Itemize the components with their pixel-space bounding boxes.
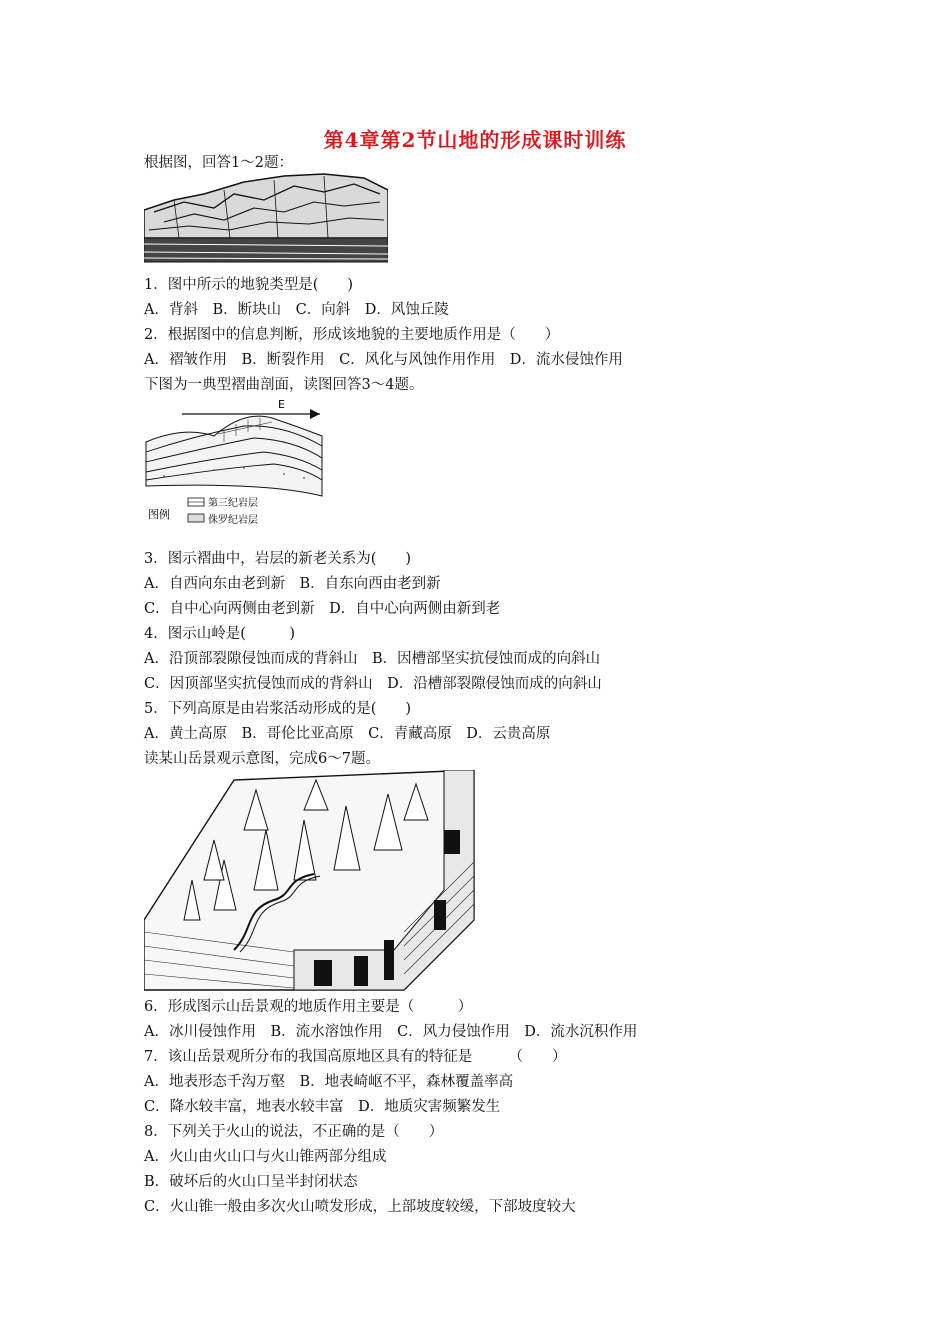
question-7-options-ab: A．地表形态千沟万壑 B．地表崎岖不平，森林覆盖率高: [144, 1074, 514, 1090]
intro-q1-2: 根据图，回答1～2题：: [144, 155, 293, 171]
question-4: 4．图示山岭是( ): [144, 626, 296, 642]
legend-item-tertiary: 第三纪岩层: [208, 498, 258, 509]
legend-title: 图例: [148, 508, 170, 521]
question-2: 2．根据图中的信息判断，形成该地貌的主要地质作用是（ ）: [144, 327, 560, 343]
question-4-options-cd: C．因顶部坚实抗侵蚀而成的背斜山 D．沿槽部裂隙侵蚀而成的向斜山: [144, 676, 602, 692]
direction-label-e: E: [278, 398, 285, 411]
karst-landscape-figure: [144, 770, 480, 994]
question-2-options: A．褶皱作用 B．断裂作用 C．风化与风蚀作用作用 D．流水侵蚀作用: [144, 352, 623, 368]
question-7: 7．该山岳景观所分布的我国高原地区具有的特征是 （ ）: [144, 1049, 567, 1065]
fault-block-landform-figure: [144, 172, 388, 268]
question-8-option-c: C．火山锥一般由多次火山喷发形成，上部坡度较缓，下部坡度较大: [144, 1199, 576, 1215]
intro-q6-7: 读某山岳景观示意图，完成6～7题。: [144, 751, 380, 767]
question-8: 8．下列关于火山的说法，不正确的是（ ）: [144, 1124, 444, 1140]
question-3-options-cd: C．自中心向两侧由老到新 D．自中心向两侧由新到老: [144, 601, 501, 617]
question-5-options: A．黄土高原 B．哥伦比亚高原 C．青藏高原 D．云贵高原: [144, 726, 551, 742]
question-3-options-ab: A．自西向东由老到新 B．自东向西由老到新: [144, 576, 441, 592]
legend-item-jurassic: 侏罗纪岩层: [208, 515, 258, 526]
legend-swatch-jurassic: [188, 514, 204, 522]
question-4-options-ab: A．沿顶部裂隙侵蚀而成的背斜山 B．因槽部坚实抗侵蚀而成的向斜山: [144, 651, 601, 667]
question-6-options: A．冰川侵蚀作用 B．流水溶蚀作用 C．风力侵蚀作用 D．流水沉积作用: [144, 1024, 638, 1040]
question-8-option-a: A．火山由火山口与火山锥两部分组成: [144, 1149, 387, 1165]
question-3: 3．图示褶曲中，岩层的新老关系为( ): [144, 551, 412, 567]
intro-q3-4: 下图为一典型褶曲剖面，读图回答3～4题。: [144, 377, 424, 393]
question-1-options: A．背斜 B．断块山 C．向斜 D．风蚀丘陵: [144, 302, 449, 318]
question-1: 1．图中所示的地貌类型是( ): [144, 277, 354, 293]
fold-cross-section-figure: [144, 396, 324, 532]
question-5: 5．下列高原是由岩浆活动形成的是( ): [144, 701, 412, 717]
question-8-option-b: B．破坏后的火山口呈半封闭状态: [144, 1174, 358, 1190]
question-6: 6．形成图示山岳景观的地质作用主要是（ ）: [144, 999, 473, 1015]
page-title: 第4章第2节山地的形成课时训练: [323, 128, 627, 152]
question-7-options-cd: C．降水较丰富，地表水较丰富 D．地质灾害频繁发生: [144, 1099, 501, 1115]
